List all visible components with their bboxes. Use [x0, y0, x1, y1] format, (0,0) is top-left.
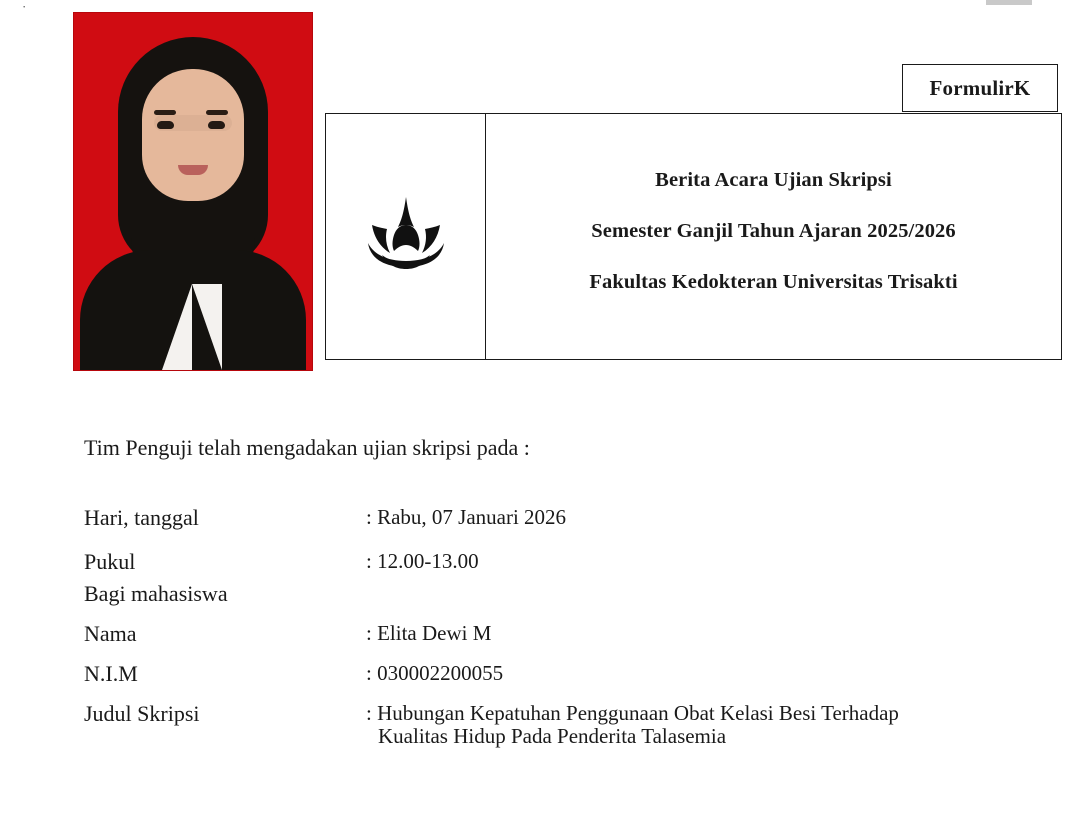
header-logo-cell [326, 114, 486, 359]
trisakti-logo-icon [352, 195, 460, 279]
scan-artifact-right [986, 0, 1032, 5]
scan-artifact-left: · [22, 0, 27, 14]
field-row-judul-skripsi [84, 701, 1044, 749]
photo-collar-right [192, 284, 222, 370]
exam-details-list [84, 505, 1044, 763]
photo-face [142, 69, 244, 201]
field-row-nim [84, 661, 1044, 687]
field-label-judul-skripsi: Judul Skripsi [84, 701, 200, 726]
photo-eye-left [157, 121, 174, 129]
field-label-pukul: Pukul [84, 549, 136, 574]
student-photo [73, 12, 313, 371]
field-row-pukul [84, 549, 1044, 575]
judul-skripsi-line-2: Kualitas Hidup Pada Penderita Talasemia [378, 724, 727, 748]
field-label-hari-tanggal: Hari, tanggal [84, 505, 199, 530]
field-value-nama: : Elita Dewi M [366, 621, 492, 645]
field-row-nama [84, 621, 1044, 647]
judul-skripsi-line-1: : Hubungan Kepatuhan Penggunaan Obat Kelasi Besi Terhadap [366, 701, 899, 725]
form-code-label: FormulirK [929, 75, 1031, 100]
field-row-bagi-mahasiswa [84, 581, 1044, 607]
header-title-line-2: Semester Ganjil Tahun Ajaran 2025/2026 [591, 220, 956, 242]
header-title-line-1: Berita Acara Ujian Skripsi [655, 169, 892, 191]
field-value-nim: : 030002200055 [366, 661, 504, 685]
field-label-nim: N.I.M [84, 661, 138, 686]
photo-eye-right [208, 121, 225, 129]
field-value-judul-skripsi [366, 701, 1044, 749]
intro-text: Tim Penguji telah mengadakan ujian skripsi pada : [84, 435, 530, 460]
header-text-cell [486, 114, 1061, 359]
field-row-hari-tanggal [84, 505, 1044, 531]
photo-eyebrow-right [206, 110, 228, 115]
field-label-bagi-mahasiswa: Bagi mahasiswa [84, 581, 228, 606]
field-value-pukul: : 12.00-13.00 [366, 549, 479, 573]
document-header-table [325, 113, 1062, 360]
form-code-box [902, 64, 1058, 112]
photo-eyebrow-left [154, 110, 176, 115]
field-label-nama: Nama [84, 621, 137, 646]
field-value-hari-tanggal: : Rabu, 07 Januari 2026 [366, 505, 567, 529]
photo-collar-left [162, 284, 192, 370]
header-title-line-3: Fakultas Kedokteran Universitas Trisakti [589, 271, 958, 293]
